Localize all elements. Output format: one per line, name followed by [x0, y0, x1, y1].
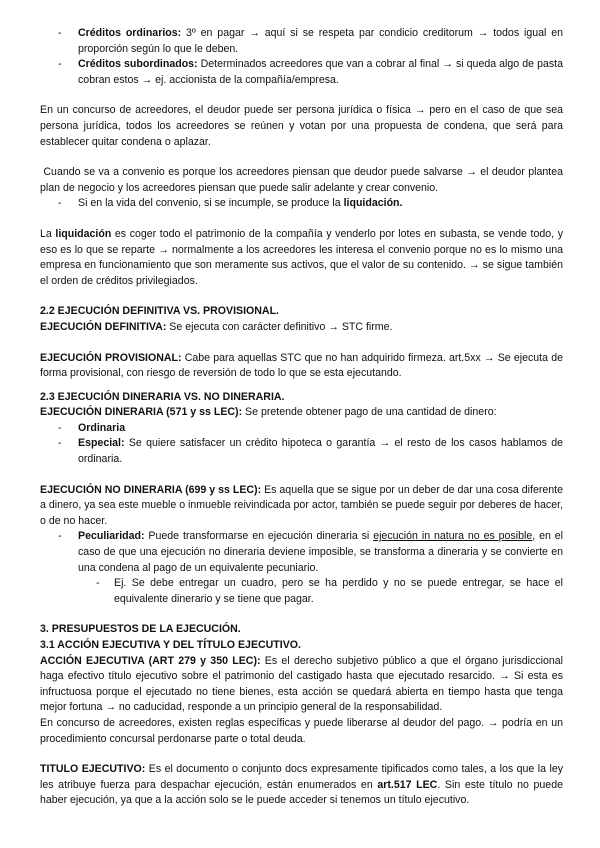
term-titulo-ejecutivo: TITULO EJECUTIVO: — [40, 763, 146, 776]
paragraph-titulo-ejecutivo — [40, 762, 563, 809]
list-item — [40, 421, 563, 437]
paragraph-accion-ejecutiva — [40, 654, 563, 716]
paragraph-text: Se ejecuta con carácter definitivo → STC firme. — [166, 320, 393, 333]
paragraph-text: Es aquella que se sigue por un deber de dar una cosa diferente a dinero, ya sea este mueble o inmueble reivindicada por actor, también se puede seguir por deberes de hacer, o de no hacer. — [40, 483, 563, 527]
paragraph-text: Cabe para aquellas STC que no han adquirido firmeza. art.5xx → Se ejecuta de forma provisional, con riesgo de reversión de todo lo que se esta ejecutando. — [40, 351, 563, 380]
term-definitiva: EJECUCIÓN DEFINITIVA: — [40, 320, 167, 333]
list-item-text: Determinados acreedores que van a cobrar al final → si queda algo de pasta cobran estos → ej. accionista de la compañía/empresa. — [78, 58, 563, 86]
paragraph-no-dineraria — [40, 483, 563, 530]
paragraph-text: Se pretende obtener pago de una cantidad de dinero: — [242, 406, 497, 419]
section-heading: 2.2 EJECUCIÓN DEFINITIVA VS. PROVISIONAL. — [40, 305, 279, 318]
paragraph-lead: La — [40, 227, 56, 240]
paragraph-concurso-reglas: En concurso de acreedores, existen reglas específicas y puede liberarse al deudor del pago. → podría en un procedimiento concursal perdonarse parte o total deuda. — [40, 716, 563, 745]
heading-3 — [40, 622, 563, 638]
heading-2-2 — [40, 304, 563, 320]
term-no-dineraria: EJECUCIÓN NO DINERARIA (699 y ss LEC): — [40, 483, 262, 496]
list-item-text: , en el caso de que una ejecución no dineraria deviene imposible, se transforma a dineraria y se convierte en una condena al pago de un equivalente pecuniario. — [78, 530, 564, 574]
paragraph-provisional — [40, 351, 563, 382]
list-item — [40, 529, 563, 576]
list-item-text: Se quiere satisfacer un crédito hipoteca o garantía → el resto de los casos hablamos de ordinaria. — [78, 437, 563, 466]
credit-types-list — [40, 26, 563, 88]
paragraph-text: es coger todo el patrimonio de la compañía y venderlo por lotes en subasta, se vende todo, y eso es lo que se reparte → normalmente a los acreedores les interesa el convenio porque no es lo mismo una empresa en funcionamiento que son meramente sus activos, que el valor de su contenido. → se sigue también el orden de créditos privilegiados. — [40, 227, 563, 287]
list-item-text: 3º en pagar → aquí si se respeta par condicio creditorum → todos igual en proporción según lo que le deben. — [78, 27, 563, 55]
list-item-text: Puede transformarse en ejecución dineraria si — [144, 530, 374, 543]
dineraria-list — [40, 421, 563, 468]
paragraph-definitiva — [40, 320, 563, 336]
term-art-517: art.517 LEC — [377, 778, 438, 791]
term-provisional: EJECUCIÓN PROVISIONAL: — [40, 351, 182, 364]
paragraph-convenio: Cuando se va a convenio es porque los acreedores piensan que deudor puede salvarse → el deudor plantea plan de negocio y los acreedores piensan que puede salir adelante y crear convenio. — [40, 166, 566, 194]
term-ordinaria: Ordinaria — [78, 421, 126, 434]
list-item — [40, 196, 563, 212]
list-item — [40, 26, 563, 57]
term-liquidacion-def: liquidación — [55, 227, 112, 240]
document-body — [40, 26, 566, 809]
term-peculiaridad: Peculiaridad: — [78, 530, 145, 543]
term-creditos-ordinarios: Créditos ordinarios: — [78, 27, 182, 39]
term-dineraria: EJECUCIÓN DINERARIA (571 y ss LEC): — [40, 406, 243, 419]
paragraph-text: Es el derecho subjetivo público a que el órgano jurisdiccional haga efectivo título ejecutivo sobre el patrimonio del castigado hasta que ejecutado resarcido. → Si esta es infructuosa porque el ejecutado no tiene bienes, esta acción se quedará abierta en tiempo hasta que tenga mejor fortuna → no caducidad, responde a un principio general de la responsabilidad. — [40, 654, 563, 714]
sub-list-item: - Ej. Se debe entregar un cuadro, pero se ha perdido y no se puede entregar, se hace el equivalente dinerario y se tiene que pagar. — [40, 576, 563, 607]
no-dineraria-list — [40, 529, 563, 607]
term-accion-ejecutiva: ACCIÓN EJECUTIVA (ART 279 y 350 LEC): — [40, 654, 261, 667]
term-liquidacion: liquidación. — [343, 197, 403, 210]
list-item-text: Si en la vida del convenio, si se incumple, se produce la — [78, 197, 344, 210]
convenio-list — [40, 196, 563, 212]
underlined-text: ejecución in natura no es posible — [373, 530, 533, 543]
section-heading: 2.3 EJECUCIÓN DINERARIA VS. NO DINERARIA. — [40, 390, 285, 403]
paragraph-concurso: En un concurso de acreedores, el deudor puede ser persona jurídica o física → pero en el caso de que sea persona jurídica, todos los acreedores se reúnen y votan por una propuesta de condena, que será para establecer quitar condena o aplazar. — [40, 104, 563, 148]
section-subheading: 3.1 ACCIÓN EJECUTIVA Y DEL TÍTULO EJECUTIVO. — [40, 639, 301, 651]
paragraph-text: . Sin este título no puede haber ejecución, ya que a la acción solo se le puede acceder si tenemos un título ejecutivo. — [40, 778, 563, 807]
paragraph-dineraria — [40, 405, 563, 421]
section-heading: 3. PRESUPUESTOS DE LA EJECUCIÓN. — [40, 623, 241, 636]
list-item — [40, 57, 563, 88]
heading-3-1 — [40, 638, 563, 654]
list-item — [40, 436, 563, 467]
heading-2-3 — [40, 390, 563, 406]
paragraph-text: Es el documento o conjunto docs expresamente tipificados como tales, a los que la ley les atribuye fuerza para despachar ejecución, están enumerados en — [40, 763, 564, 791]
term-creditos-subordinados: Créditos subordinados: — [78, 58, 198, 71]
term-especial: Especial: — [78, 437, 125, 450]
paragraph-liquidacion — [40, 227, 563, 289]
